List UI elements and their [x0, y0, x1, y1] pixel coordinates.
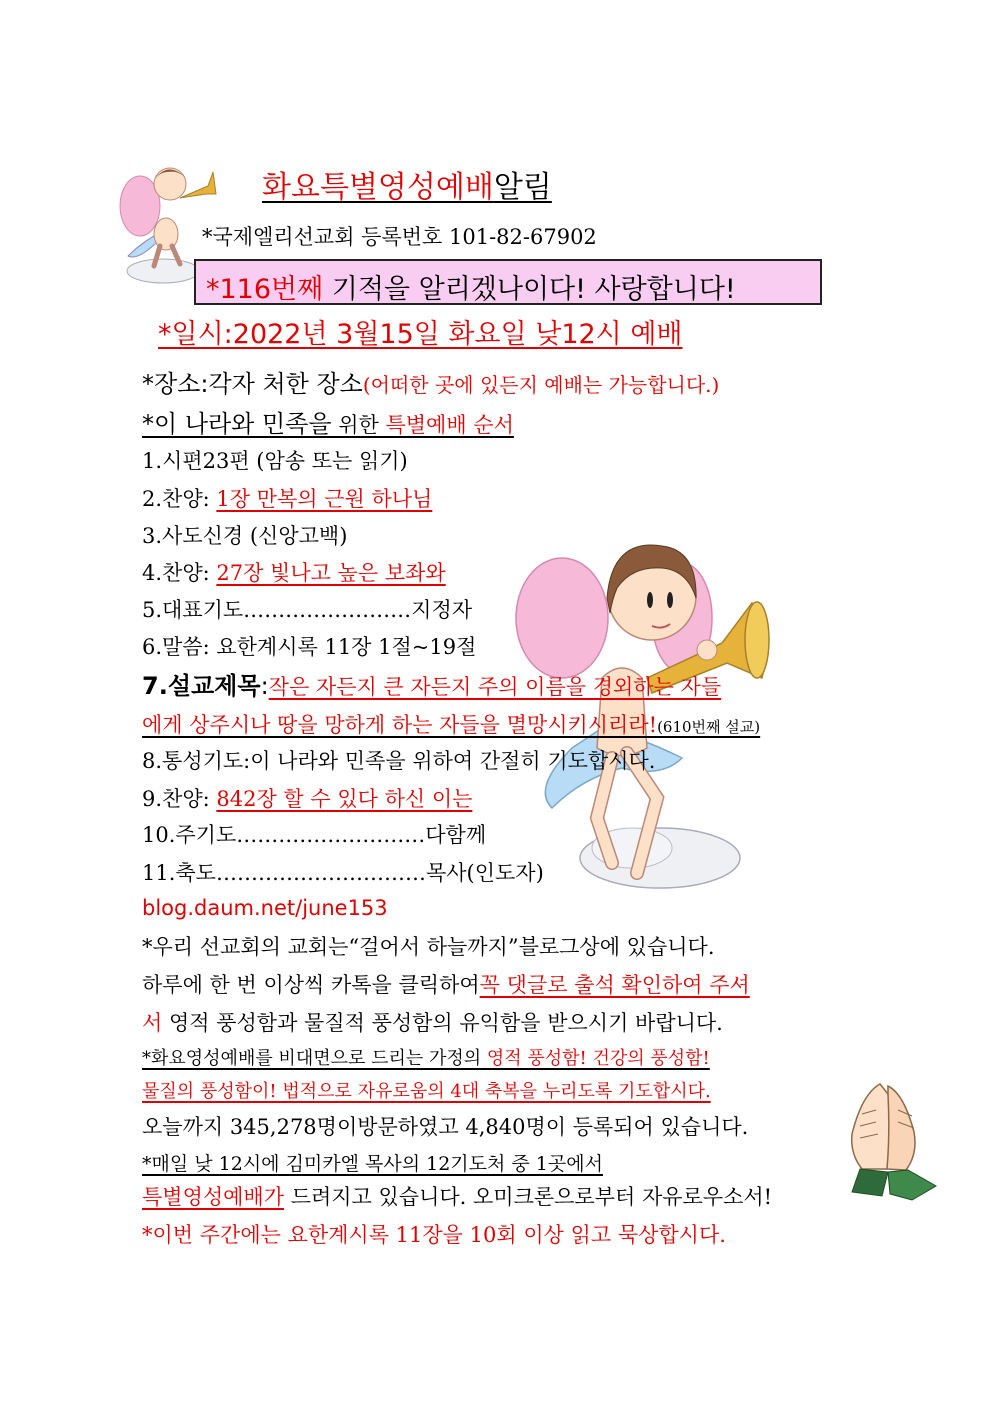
item-2-prefix: 2.찬양: [142, 487, 217, 511]
banner-box [194, 259, 822, 305]
item-4 [142, 558, 446, 588]
item-7-sermon-line2: 에게 상주시나 땅을 망하게 하는 자들을 멸망시키시리라! [142, 713, 658, 737]
item-7-note: (610번째 설교) [657, 718, 761, 736]
notice-8-black: 드려지고 있습니다. 오미크론으로부터 자유로우소서! [284, 1185, 773, 1209]
place-black: *장소:각자 처한 장소 [142, 370, 363, 398]
registration-line: *국제엘리선교회 등록번호 101-82-67902 [202, 225, 597, 249]
cherub-trumpet-icon [512, 518, 802, 890]
blog-link[interactable]: blog.daum.net/june153 [142, 896, 388, 920]
notice-7: *매일 낮 12시에 김미카엘 목사의 12기도처 중 1곳에서 [142, 1153, 603, 1175]
item-7-line2 [142, 710, 760, 742]
notice-2-red: 꼭 댓글로 출석 확인하여 주셔 [479, 973, 750, 997]
item-4-hymn: 27장 빛나고 높은 보좌와 [216, 561, 446, 585]
item-7-sermon-line1: 작은 자든지 큰 자든지 주의 이름을 경외하는 자들 [268, 675, 722, 699]
notice-1: *우리 선교회의 교회는“걸어서 하늘까지”블로그상에 있습니다. [142, 935, 715, 959]
banner-red: *116번째 [206, 274, 324, 305]
title-black: 알림 [493, 170, 552, 205]
item-11: 11.축도…………………………목사(인도자) [142, 861, 544, 885]
notice-4-red: 영적 풍성함! 건강의 풍성함! [486, 1048, 710, 1069]
item-3: 3.사도신경 (신앙고백) [142, 524, 348, 548]
item-7-colon: : [260, 672, 269, 700]
item-7 [142, 670, 721, 703]
banner-text [206, 267, 736, 306]
banner-black: 기적을 알리겠나이다! 사랑합니다! [323, 274, 736, 305]
page-title [262, 162, 552, 206]
order-heading-mid: 위한 [331, 413, 386, 437]
notice-4-black: *화요영성예배를 비대면으로 드리는 가정의 [142, 1048, 487, 1069]
order-heading [142, 404, 514, 439]
place-red: (어떠한 곳에 있든지 예배는 가능합니다.) [362, 373, 720, 397]
notice-3-red: 서 [142, 1011, 163, 1035]
notice-2 [142, 970, 750, 1000]
notice-4 [142, 1045, 710, 1073]
item-9-hymn: 842장 할 수 있다 하신 이는 [216, 787, 473, 811]
datetime-line: *일시:2022년 3월15일 화요일 낮12시 예배 [158, 319, 683, 350]
item-2-hymn: 1장 만복의 근원 하나님 [216, 487, 433, 511]
praying-hands-icon [832, 1074, 940, 1204]
item-1: 1.시편23편 (암송 또는 읽기) [142, 449, 408, 473]
place-line [142, 364, 719, 399]
item-5: 5.대표기도……………………지정자 [142, 598, 473, 622]
item-2 [142, 484, 432, 514]
item-10: 10.주기도………………………다함께 [142, 823, 487, 847]
notice-2-black: 하루에 한 번 이상씩 카톡을 클릭하여 [142, 973, 480, 997]
order-heading-black: *이 나라와 민족을 [142, 410, 332, 438]
item-8: 8.통성기도:이 나라와 민족을 위하여 간절히 기도합시다. [142, 749, 656, 773]
item-9 [142, 784, 472, 814]
title-red: 화요특별영성예배 [262, 170, 494, 205]
item-7-prefix: 7.설교제목 [142, 672, 261, 700]
item-9-prefix: 9.찬양: [142, 787, 217, 811]
order-heading-red: 특별예배 순서 [385, 413, 514, 437]
notice-3-black: 영적 풍성함과 물질적 풍성함의 유익함을 받으시기 바랍니다. [162, 1011, 723, 1035]
notice-9: *이번 주간에는 요한계시록 11장을 10회 이상 읽고 묵상합시다. [142, 1223, 726, 1247]
notice-8 [142, 1182, 772, 1212]
notice-3 [142, 1008, 723, 1038]
notice-5: 물질의 풍성함이! 법적으로 자유로움의 4대 축복을 누리도록 기도합시다. [142, 1081, 711, 1102]
notice-8-red: 특별영성예배가 [142, 1185, 285, 1209]
item-6: 6.말씀: 요한계시록 11장 1절~19절 [142, 635, 477, 659]
notice-6: 오늘까지 345,278명이방문하였고 4,840명이 등록되어 있습니다. [142, 1115, 749, 1139]
item-4-prefix: 4.찬양: [142, 561, 217, 585]
